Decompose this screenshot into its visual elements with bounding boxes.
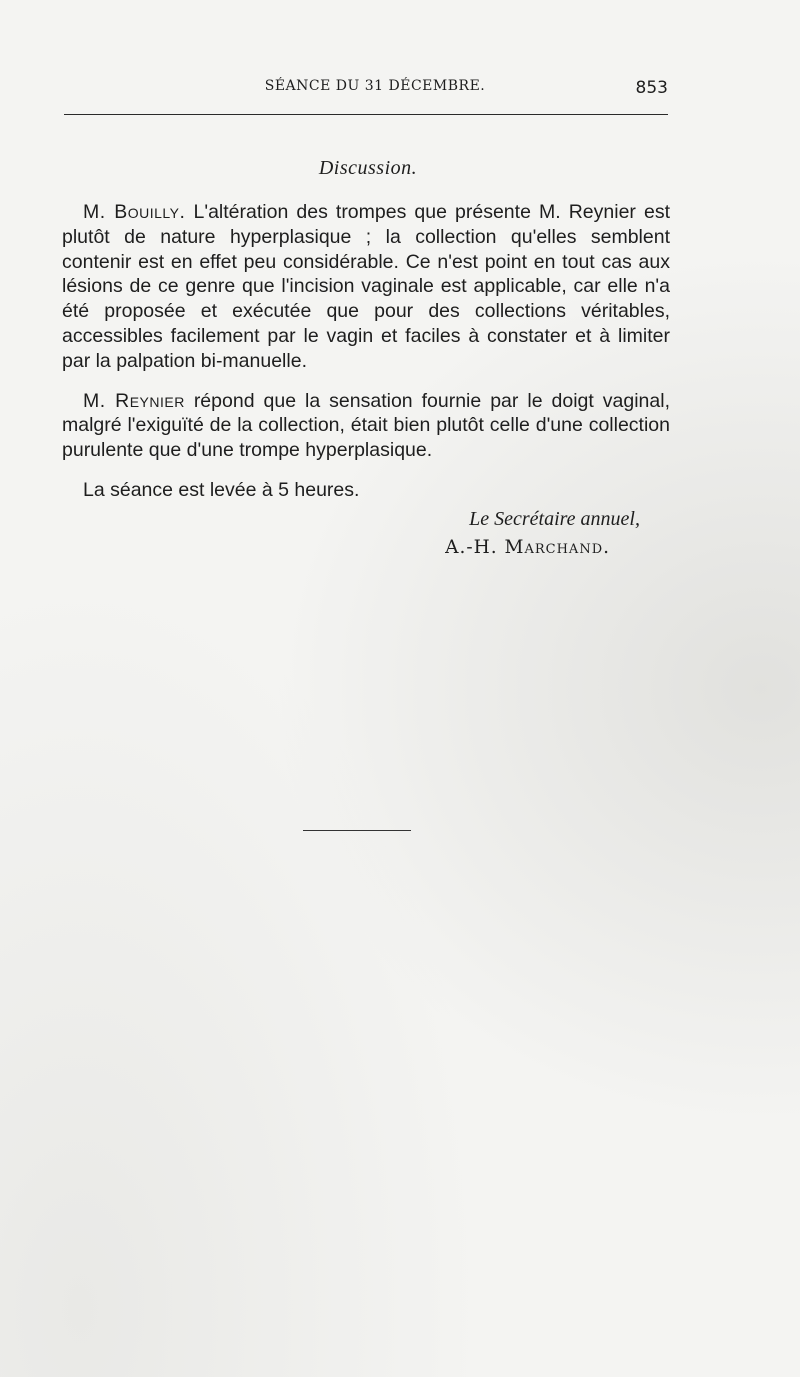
running-title: SÉANCE DU 31 DÉCEMBRE.: [264, 78, 486, 94]
running-head: [80, 78, 670, 98]
speaker-name: M. Reynier: [83, 389, 185, 412]
paragraph-bouilly: [62, 200, 670, 374]
signature-block: [0, 508, 640, 558]
paragraph-text: répond que la sensation fournie par le doigt vaginal, malgré l'exiguïté de la collection, était bien plutôt celle d'une collection purulente que d'une trompe hyperplasique.: [62, 389, 670, 462]
paragraph-text: La séance est levée à 5 heures.: [83, 478, 360, 501]
header-rule: [64, 114, 668, 115]
signature-title: Le Secrétaire annuel,: [469, 508, 640, 530]
speaker-name: M. Bouilly.: [83, 201, 186, 223]
paragraph-reynier: [62, 389, 670, 463]
body-text: [62, 200, 670, 518]
end-rule: [303, 830, 411, 831]
page-number: 853: [635, 78, 668, 98]
section-title: Discussion.: [318, 157, 418, 179]
signature-name: A.-H. Marchand.: [445, 537, 610, 558]
paragraph-closing: [62, 478, 670, 503]
paragraph-text: L'altération des trompes que présente M. Reynier est plutôt de nature hyperplasique ; la collection qu'elles semblent contenir est en effet peu considérable. Ce n'est point en tout cas aux lésions de ce genre que l'incision vaginale est applicable, car elle n'a été proposée et exécutée que pour des collections véritables, accessibles facilement par le vagin et faciles à constater et à limiter par la palpation bi-manuelle.: [62, 201, 671, 372]
